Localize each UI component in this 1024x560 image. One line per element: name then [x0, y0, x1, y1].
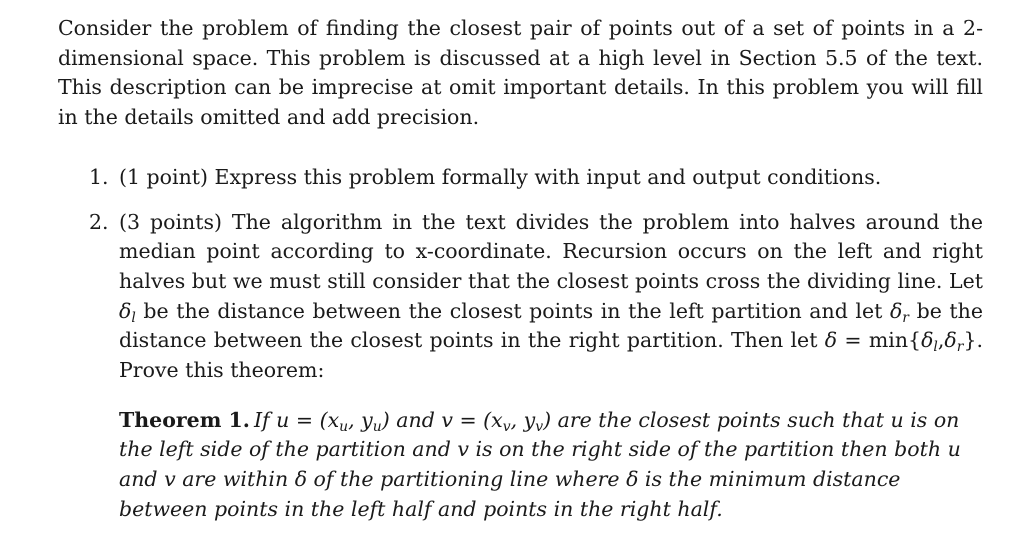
- theorem-if: If: [253, 407, 277, 432]
- theorem-text-1: are the closest points such that: [551, 407, 891, 432]
- var-u: u: [890, 407, 904, 432]
- delta-symbol: δ: [626, 467, 639, 492]
- theorem-eq-open: = (: [289, 407, 328, 432]
- theorem-eq-open: = (: [452, 407, 492, 432]
- problem-list: [58, 163, 983, 525]
- problem-document: [58, 14, 983, 525]
- problem-2-text-c: be the distance between the closest points in the right partition. Then let: [119, 298, 983, 353]
- problem-2-text-d: = min{: [837, 328, 922, 353]
- subscript-r: r: [902, 309, 909, 326]
- theorem-close: ): [381, 407, 390, 432]
- subscript-u: u: [372, 418, 382, 435]
- subscript-l: l: [131, 309, 136, 326]
- subscript-l: l: [933, 339, 938, 356]
- problem-2-text-b: be the distance between the closest points in the left partition and let: [135, 298, 890, 323]
- delta-symbol: δ: [294, 467, 308, 492]
- delta-symbol: δ: [889, 298, 903, 323]
- var-x: x: [491, 407, 503, 432]
- theorem-text-2: is on the left side of the partition and: [119, 407, 960, 462]
- var-v: v: [164, 467, 176, 492]
- intro-paragraph: Consider the problem of finding the closest pair of points out of a set of points in a 2-dimensional space. This problem is discussed at a high level in Section 5.5 of the text. This description can be imprecise at omit important details. In this problem you will fill in the details omitted and add precision.: [58, 16, 983, 130]
- var-x: x: [327, 407, 340, 432]
- theorem-text-3: is on the right side of the partition then both: [468, 437, 948, 462]
- theorem-label: Theorem 1.: [119, 407, 250, 432]
- theorem-block: [119, 406, 983, 525]
- problem-item-1: [58, 163, 983, 193]
- problem-text-1: (1 point) Express this problem formally with input and output conditions.: [119, 164, 882, 189]
- var-y: y: [361, 407, 373, 432]
- theorem-sep: ,: [348, 407, 362, 432]
- theorem-and: and: [389, 407, 442, 432]
- delta-symbol: δ: [944, 328, 957, 353]
- theorem-and: and: [119, 467, 165, 492]
- theorem-text-4: are within: [175, 467, 295, 492]
- subscript-r: r: [956, 339, 964, 356]
- problem-item-2: [58, 208, 983, 525]
- problem-number-2: 2.: [89, 209, 109, 234]
- theorem-sep: ,: [510, 407, 524, 432]
- problem-2-text-e: }. Prove this theorem:: [119, 328, 983, 383]
- subscript-u: u: [339, 418, 349, 435]
- problem-2-text-a: (3 points) The algorithm in the text divides the problem into halves around the median point according to x-coordinate. Recursion occurs on the left and right halves but we must still consider that the closest points cross the dividing line. Let: [119, 209, 983, 293]
- theorem-close: ): [543, 407, 552, 432]
- var-y: y: [523, 407, 536, 432]
- problem-number-1: 1.: [89, 164, 109, 189]
- var-v: v: [441, 407, 453, 432]
- theorem-text-6: is the minimum distance between points in the left half and points in the right half.: [119, 467, 901, 521]
- delta-symbol: δ: [119, 298, 132, 323]
- theorem-text-5: of the partitioning line where: [307, 467, 627, 492]
- subscript-v: v: [535, 418, 544, 435]
- var-v: v: [457, 437, 469, 462]
- subscript-v: v: [502, 418, 511, 435]
- var-u: u: [947, 437, 961, 462]
- comma: ,: [937, 328, 945, 353]
- problem-text-2: [119, 208, 983, 386]
- delta-symbol: δ: [824, 328, 838, 353]
- delta-symbol: δ: [921, 328, 934, 353]
- var-u: u: [276, 407, 290, 432]
